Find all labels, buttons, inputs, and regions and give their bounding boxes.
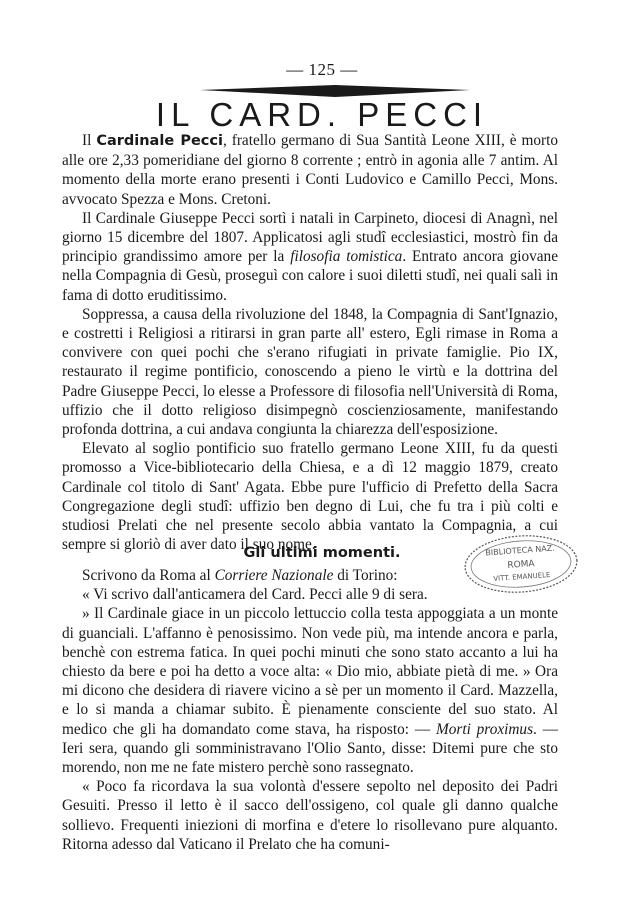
article-title: IL CARD. PECCI [155, 96, 489, 133]
paragraph-3: Soppressa, a causa della rivoluzione del 1848, la Compagnia di Sant'Ignazio, e costretti i Religiosi a ritirarsi in gran parte all' estero, Egli rimase in Roma a convivere con quei pochi che s'erano rifugiati in private famiglie. Pio IX, restaurato il regime pontificio, conoscendo a pieno le virtù e la dottrina del Padre Giuseppe Pecci, lo elesse a Professore di filosofia nell'Università di Roma, uffizio che il dotto religioso disimpegnò coscienziosamente, manifestando profonda dottrina, a cui andava congiunta la chiarezza dell'esposizione. [62, 305, 558, 439]
paragraph-4: Elevato al soglio pontificio suo fratello germano Leone XIII, fu da questi promosso a Vice-bibliotecario della Chiesa, e a dì 12 maggio 1879, creato Cardinale col titolo di Sant' Agata. Ebbe pure l'ufficio di Prefetto della Sacra Congregazione degli studî: uffizio ben degno di Lui, che fu tra i più colti e studiosi Prelati che nel presente secolo abbia vantato la Compagnia, a cui sempre si gloriò di aver dato il suo nome. [62, 440, 558, 554]
svg-text:VITT. EMANUELE: VITT. EMANUELE [493, 570, 551, 583]
svg-text:BIBLIOTECA NAZ.: BIBLIOTECA NAZ. [485, 543, 556, 558]
section-heading: Gli ultimi momenti. [243, 545, 401, 561]
cardinal-name: Cardinale Pecci [96, 133, 223, 149]
section-paragraph-4: « Poco fa ricordava la sua volontà d'essere sepolto nel deposito dei Padri Gesuiti. Presso il letto è il sacco dell'ossigeno, col quale gli danno qualche sollievo. Frequenti iniezioni di morfina e d'etere lo risollevano pure alquanto. Ritorna adesso dal Vaticano il Prelato che ha comuni- [62, 778, 558, 853]
paragraph-1: Il Cardinale Pecci, fratello germano di Sua Santità Leone XIII, è morto alle ore 2,33 pomeridiane del giorno 8 corrente ; entrò in agonia alle 7 antim. Al momento della morte erano presenti i Conti Ludovico e Camillo Pecci, Mons. avvocato Spezza e Mons. Cretoni. [62, 132, 558, 208]
section-paragraph-1: Scrivono da Roma al Corriere Nazionale di Torino: [82, 567, 398, 584]
page-number: — 125 — [286, 60, 358, 79]
svg-text:ROMA: ROMA [507, 559, 536, 571]
intro-text [62, 131, 558, 554]
section-paragraph-2: « Vi scrivo dall'anticamera del Card. Pecci alle 9 di sera. [82, 586, 428, 604]
section-paragraph-3: » Il Cardinale giace in un piccolo lettuccio colla testa appoggiata a un monte di guanciali. L'affanno è penosissimo. Non vede più, ma intende ancora e parla, benchè con estrema fatica. In quei pochi minuti che sono stato accanto a lui ha chiesto da bere e poi ha detto a voce alta: « Dio mio, abbiate pietà di me. » Ora mi dicono che desidera di riavere vicino a sè per un momento il Card. Mazzella, e lo si manda a chiamar subito. È pienamente consciente del suo stato. Al medico che gli ha domandato come stava, ha risposto: — Morti proximus. — Ieri sera, quando gli somministravano l'Olio Santo, disse: Ditemi pure che sto morendo, non me ne fate mistero perchè sono rassegnato. [62, 605, 559, 777]
section-text [62, 566, 558, 854]
paragraph-2: Il Cardinale Giuseppe Pecci sortì i natali in Carpineto, diocesi di Anagnì, nel giorno 15 dicembre del 1807. Applicatosi agli studî ecclesiastici, mostrò fin da principio grandissimo amore per la filosofia tomistica. Entrato ancora giovane nella Compagnia di Gesù, proseguì con calore i suoi diletti studî, nei quali salì in fama di dotto eruditissimo. [62, 209, 558, 304]
